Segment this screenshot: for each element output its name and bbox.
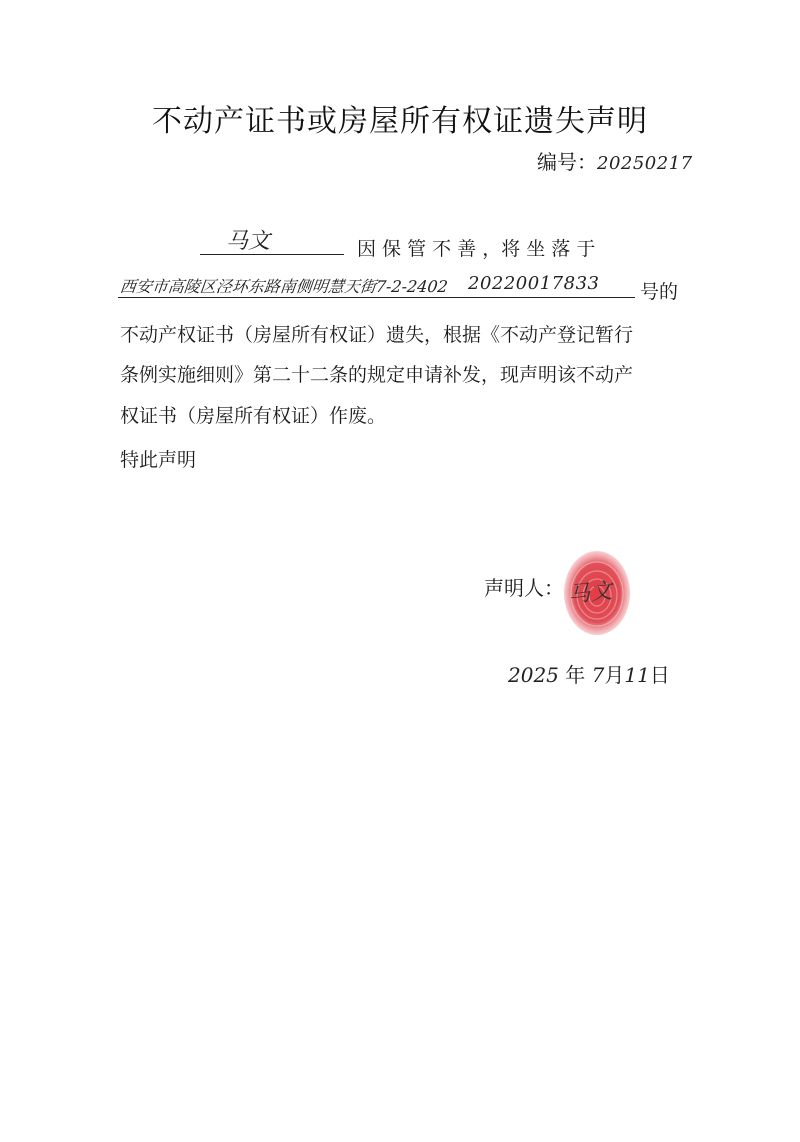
date-month-suffix: 月 — [604, 663, 625, 687]
date-year: 2025 — [508, 663, 559, 687]
declarant-name: 马文 — [226, 229, 271, 254]
document-title: 不动产证书或房屋所有权证遗失声明 — [152, 104, 648, 139]
document-number-value: 20250217 — [597, 153, 693, 174]
statement-line-5: 权证书（房屋所有权证）作废。 — [120, 405, 387, 427]
statement-line-2-suffix: 号的 — [640, 281, 679, 303]
document-number — [537, 146, 693, 175]
closing-text: 特此声明 — [120, 449, 197, 471]
date-day: 11 — [624, 663, 650, 687]
signing-date — [508, 659, 670, 688]
signature-name: 马文 — [567, 578, 614, 609]
property-address: 西安市高陵区泾环东路南侧明慧天街7-2-2402 — [118, 277, 449, 296]
statement-line-3: 不动产权证书（房屋所有权证）遗失，根据《不动产登记暂行 — [120, 324, 634, 346]
statement-line-4: 条例实施细则》第二十二条的规定申请补发，现声明该不动产 — [120, 364, 634, 386]
certificate-number: 20220017833 — [468, 273, 600, 294]
statement-line-1: 因 保 管 不 善 ，将 坐 落 于 — [357, 238, 596, 260]
declarant-name-blank — [200, 228, 344, 255]
date-day-suffix: 日 — [649, 663, 670, 687]
declarant-label: 声明人： — [484, 576, 564, 600]
date-month: 7 — [591, 663, 605, 687]
date-year-suffix: 年 — [565, 663, 586, 687]
document-number-label: 编号： — [537, 150, 597, 174]
